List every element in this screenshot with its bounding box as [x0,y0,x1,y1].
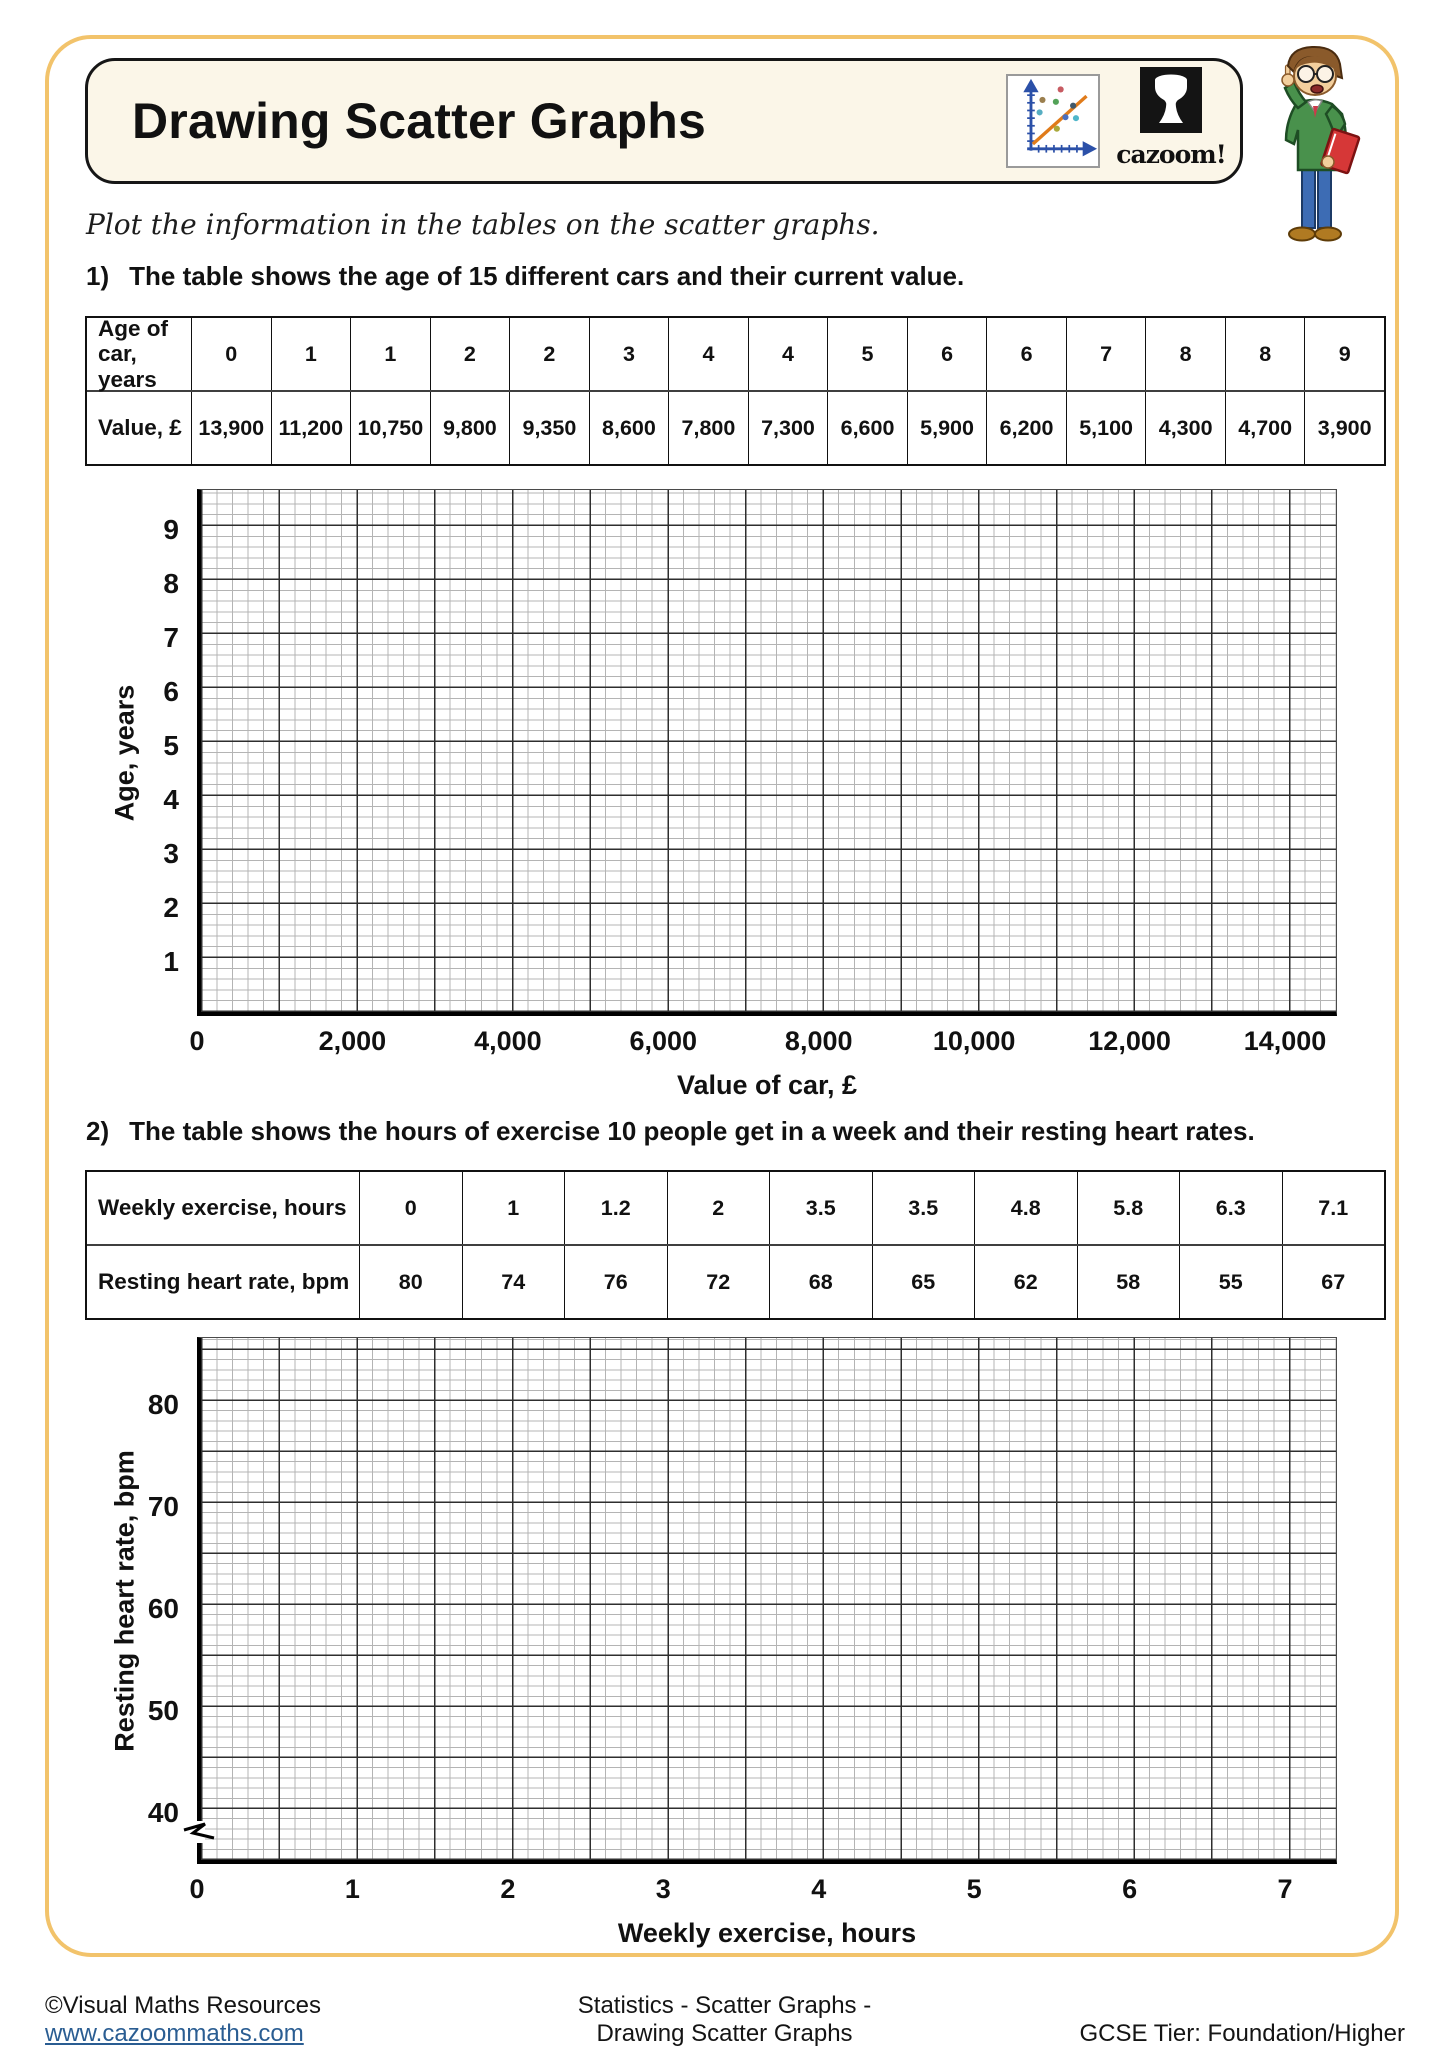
table-cell: 6 [986,318,1066,390]
row-header-age: Age of car, years [98,316,168,392]
y-tick-label: 70 [147,1491,179,1522]
x-tick-label: 6 [1122,1874,1138,1904]
cazoom-logo [1110,66,1232,169]
question-2-heading [86,1116,1255,1147]
table-cell: 0 [359,1172,462,1244]
table-cell: 5,900 [907,392,987,464]
x-tick-label: 14,000 [1243,1026,1327,1056]
table-cell: 2 [430,318,510,390]
page-title: Drawing Scatter Graphs [132,93,707,149]
x-tick-label: 10,000 [932,1026,1016,1056]
scatter-graph-icon [1006,74,1100,168]
x-tick-label: 0 [189,1874,205,1904]
table-cell: 11,200 [271,392,351,464]
footer-website-link[interactable]: www.cazoommaths.com [45,2020,304,2047]
table-cell: 1.2 [564,1172,667,1244]
axis-break-icon [180,1820,218,1844]
footer-tier: GCSE Tier: Foundation/Higher [1079,2020,1405,2047]
table-row [87,392,1384,464]
cazoom-logo-icon [1140,66,1202,134]
y-tick-label: 9 [163,514,179,545]
table-cell: 4 [748,318,828,390]
footer-topic-line1: Statistics - Scatter Graphs - [577,1992,872,2019]
footer-topic-line2: Drawing Scatter Graphs [596,2020,853,2047]
y-tick-label: 80 [147,1389,179,1420]
y-tick-label: 40 [147,1797,179,1828]
x-tick-label: 0 [189,1026,205,1056]
table-row [87,1172,1384,1246]
x-tick-label: 5 [966,1874,982,1904]
y-axis-title: Age, years [109,684,140,821]
cazoom-logo-text: cazoom! [1116,140,1226,169]
question-1-number: 1) [86,261,110,291]
table-cell: 6.3 [1179,1172,1282,1244]
table-cell: 74 [462,1246,565,1318]
question-2-number: 2) [86,1116,110,1146]
table-cell: 8 [1145,318,1225,390]
y-tick-label: 7 [163,622,179,653]
table-row [87,1246,1384,1318]
table-cell: 0 [191,318,271,390]
table-cell: 2 [509,318,589,390]
x-tick-label: 7 [1277,1874,1293,1904]
table-cell: 80 [359,1246,462,1318]
question-2-text: The table shows the hours of exercise 10 people get in a week and their resting heart rates. [129,1116,1255,1146]
table-cell: 3.5 [769,1172,872,1244]
x-tick-label: 6,000 [629,1026,698,1056]
y-tick-label: 8 [163,568,179,599]
y-tick-label: 4 [163,784,179,815]
table-cell: 8,600 [589,392,669,464]
table-cell: 58 [1077,1246,1180,1318]
y-tick-label: 60 [147,1593,179,1624]
table-cell: 6 [907,318,987,390]
y-tick-label: 2 [163,892,179,923]
x-axis-title: Value of car, £ [676,1070,858,1100]
x-tick-label: 3 [655,1874,671,1904]
y-tick-label: 50 [147,1695,179,1726]
table-cell: 62 [974,1246,1077,1318]
x-tick-label: 12,000 [1088,1026,1171,1056]
table-cell: 68 [769,1246,872,1318]
table-cell: 5 [827,318,907,390]
table-cell: 67 [1282,1246,1385,1318]
q1-scatter-graph [109,489,1337,1100]
teacher-illustration [1254,44,1370,260]
footer-copyright: ©Visual Maths Resources [45,1992,322,2019]
table-cell: 1 [271,318,351,390]
table-cell: 8 [1225,318,1305,390]
table-cell: 9,800 [430,392,510,464]
table-cell: 4.8 [974,1172,1077,1244]
table-row [87,318,1384,392]
table-cell: 3 [589,318,669,390]
table-cell: 3.5 [872,1172,975,1244]
table-cell: 7,800 [668,392,748,464]
table-cell: 76 [564,1246,667,1318]
q1-graph-grid [197,489,1337,1016]
table-cell: 4,300 [1145,392,1225,464]
y-axis-title: Resting heart rate, bpm [109,1449,140,1752]
table-cell: 9,350 [509,392,589,464]
q2-data-table [85,1170,1386,1320]
table-cell: 6,600 [827,392,907,464]
worksheet-instruction: Plot the information in the tables on the scatter graphs. [86,208,880,241]
y-tick-label: 1 [163,946,179,977]
table-cell: 13,900 [191,392,271,464]
table-cell: 10,750 [350,392,430,464]
y-tick-label: 5 [163,730,179,761]
table-cell: 72 [667,1246,770,1318]
question-1-text: The table shows the age of 15 different cars and their current value. [129,261,965,291]
table-cell: 4 [668,318,748,390]
table-cell: 7.1 [1282,1172,1385,1244]
table-cell: 7,300 [748,392,828,464]
table-cell: 5.8 [1077,1172,1180,1244]
table-cell: 6,200 [986,392,1066,464]
table-cell: 2 [667,1172,770,1244]
row-header-value: Value, £ [98,415,182,441]
x-tick-label: 4,000 [474,1026,542,1056]
table-cell: 1 [350,318,430,390]
x-tick-label: 2,000 [318,1026,387,1056]
q2-graph-grid [197,1337,1337,1864]
x-tick-label: 8,000 [784,1026,853,1056]
table-cell: 3,900 [1304,392,1384,464]
q1-data-table [85,316,1386,466]
table-cell: 4,700 [1225,392,1305,464]
table-cell: 7 [1066,318,1146,390]
x-tick-label: 1 [344,1874,360,1904]
table-cell: 65 [872,1246,975,1318]
x-tick-label: 4 [811,1874,827,1904]
table-cell: 9 [1304,318,1384,390]
y-tick-label: 3 [163,838,179,869]
table-cell: 5,100 [1066,392,1146,464]
q2-scatter-graph [109,1337,1337,1948]
x-axis-title: Weekly exercise, hours [617,1918,917,1948]
y-tick-label: 6 [163,676,179,707]
table-cell: 1 [462,1172,565,1244]
table-cell: 55 [1179,1246,1282,1318]
row-header-heart-rate: Resting heart rate, bpm [98,1269,350,1295]
question-1-heading [86,261,964,292]
x-tick-label: 2 [500,1874,516,1904]
row-header-exercise: Weekly exercise, hours [98,1195,347,1221]
